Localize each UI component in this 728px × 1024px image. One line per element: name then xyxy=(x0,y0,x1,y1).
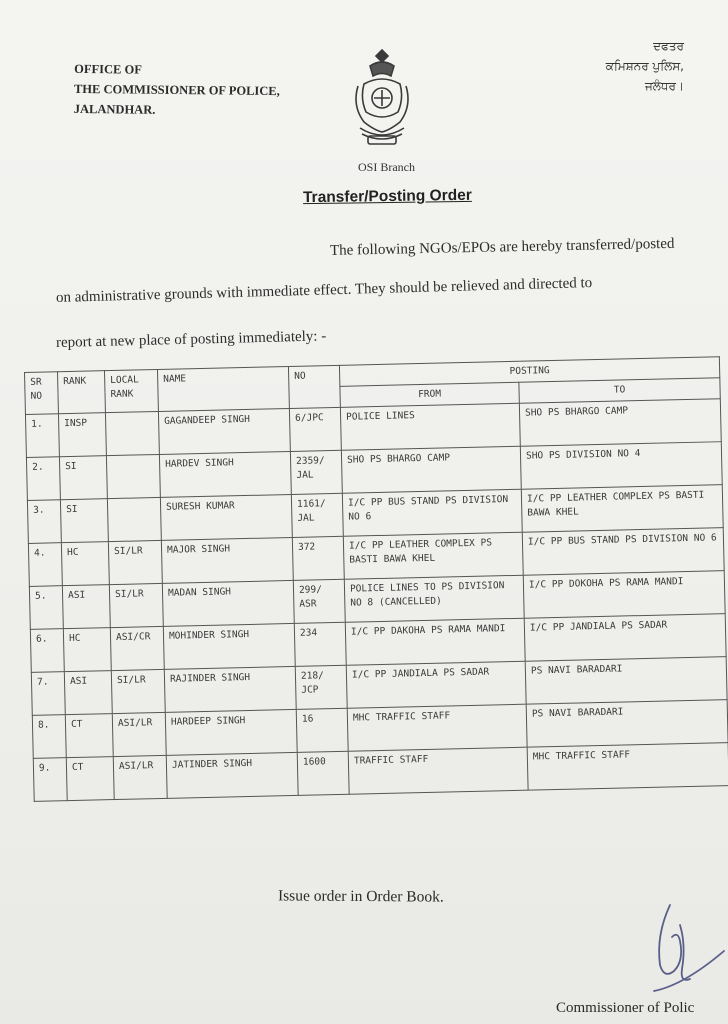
header-local-rank: LOCAL RANK xyxy=(104,369,158,412)
cell-sr: 5. xyxy=(29,586,63,630)
cell-from: POLICE LINES TO PS DIVISION NO 8 (CANCELLED) xyxy=(344,575,524,622)
header-from: FROM xyxy=(340,382,519,407)
cell-to: I/C PP BUS STAND PS DIVISION NO 6 xyxy=(522,528,724,576)
punjabi-line-2: ਕਮਿਸ਼ਨਰ ਪੁਲਿਸ, xyxy=(605,59,684,73)
cell-local-rank xyxy=(107,497,161,541)
cell-rank: SI xyxy=(60,499,108,543)
cell-local-rank: ASI/CR xyxy=(110,626,164,670)
body-line-1: The following NGOs/EPOs are hereby transferred/posted xyxy=(329,235,675,259)
cell-rank: ASI xyxy=(62,585,110,629)
cell-rank: HC xyxy=(63,628,111,672)
header-no: NO xyxy=(288,365,340,408)
cell-sr: 1. xyxy=(25,414,59,458)
cell-no: 1600 xyxy=(297,751,349,795)
cell-no: 299/ ASR xyxy=(293,579,345,623)
office-line-2: THE COMMISSIONER OF POLICE, xyxy=(73,81,280,99)
cell-from: POLICE LINES xyxy=(340,403,520,450)
cell-rank: CT xyxy=(65,714,113,758)
cell-rank: CT xyxy=(66,757,114,801)
body-line-2: on administrative grounds with immediate effect. They should be relieved and directed to xyxy=(55,275,593,306)
cell-to: I/C PP LEATHER COMPLEX PS BASTI BAWA KHEL xyxy=(521,485,723,533)
cell-no: 234 xyxy=(294,622,346,666)
cell-to: PS NAVI BARADARI xyxy=(525,657,727,705)
header-to: TO xyxy=(519,378,720,404)
cell-from: MHC TRAFFIC STAFF xyxy=(347,704,527,751)
cell-sr: 7. xyxy=(31,672,65,716)
punjabi-line-3: ਜਲੰਧਰ। xyxy=(644,79,684,93)
cell-name: MAJOR SINGH xyxy=(161,537,293,583)
cell-from: TRAFFIC STAFF xyxy=(348,747,528,794)
cell-no: 16 xyxy=(296,708,348,752)
office-address xyxy=(74,59,280,121)
cell-to: I/C PP DOKOHA PS RAMA MANDI xyxy=(523,571,725,619)
cell-name: MOHINDER SINGH xyxy=(163,623,295,669)
cell-from: I/C PP DAKOHA PS RAMA MANDI xyxy=(345,618,525,665)
cell-sr: 2. xyxy=(26,457,60,501)
office-line-1: OFFICE OF xyxy=(74,61,143,77)
cell-from: I/C PP JANDIALA PS SADAR xyxy=(346,661,526,708)
header-sr-no: SR NO xyxy=(25,372,59,415)
cell-no: 372 xyxy=(292,536,344,580)
cell-name: RAJINDER SINGH xyxy=(164,666,296,712)
commissioner-signature-line: Commissioner of Polic xyxy=(556,1000,695,1016)
cell-no: 6/JPC xyxy=(289,407,341,451)
cell-no: 1161/ JAL xyxy=(291,493,343,537)
cell-rank: INSP xyxy=(58,413,106,457)
cell-local-rank xyxy=(105,411,159,455)
cell-sr: 4. xyxy=(28,543,62,587)
cell-local-rank: ASI/LR xyxy=(112,712,166,756)
cell-to: MHC TRAFFIC STAFF xyxy=(527,743,728,791)
police-emblem-icon xyxy=(344,44,420,150)
issue-instruction: Issue order in Order Book. xyxy=(277,887,444,906)
cell-local-rank: SI/LR xyxy=(108,540,162,584)
cell-name: JATINDER SINGH xyxy=(166,752,298,798)
cell-rank: SI xyxy=(59,456,107,500)
cell-to: SHO PS BHARGO CAMP xyxy=(519,399,721,447)
cell-name: HARDEEP SINGH xyxy=(165,709,297,755)
cell-from: SHO PS BHARGO CAMP xyxy=(341,446,521,493)
cell-from: I/C PP LEATHER COMPLEX PS BASTI BAWA KHEL xyxy=(343,532,523,579)
cell-name: HARDEV SINGH xyxy=(159,451,291,497)
cell-local-rank xyxy=(106,454,160,498)
cell-name: SURESH KUMAR xyxy=(160,494,292,540)
cell-name: MADAN SINGH xyxy=(162,580,294,626)
header-rank: RANK xyxy=(58,371,106,414)
branch-label: OSI Branch xyxy=(358,160,415,174)
signature-icon xyxy=(640,895,728,1005)
cell-to: SHO PS DIVISION NO 4 xyxy=(520,442,722,490)
office-address-punjabi xyxy=(606,36,684,96)
cell-sr: 3. xyxy=(27,500,61,544)
punjabi-line-1: ਦਫਤਰ xyxy=(653,39,684,53)
cell-sr: 9. xyxy=(33,758,67,802)
office-line-3: JALANDHAR. xyxy=(73,101,156,117)
cell-local-rank: SI/LR xyxy=(109,583,163,627)
transfer-table xyxy=(24,356,728,802)
cell-to: I/C PP JANDIALA PS SADAR xyxy=(524,614,726,662)
page-title: Transfer/Posting Order xyxy=(302,186,472,207)
cell-name: GAGANDEEP SINGH xyxy=(158,408,290,454)
header-name: NAME xyxy=(157,366,289,411)
cell-from: I/C PP BUS STAND PS DIVISION NO 6 xyxy=(342,489,522,536)
cell-local-rank: ASI/LR xyxy=(113,755,167,799)
cell-no: 218/ JCP xyxy=(295,665,347,709)
header-posting: POSTING xyxy=(339,357,719,387)
cell-no: 2359/ JAL xyxy=(290,450,342,494)
cell-to: PS NAVI BARADARI xyxy=(526,700,728,748)
cell-sr: 6. xyxy=(30,629,64,673)
transfer-table-wrapper xyxy=(24,356,728,802)
cell-rank: HC xyxy=(61,542,109,586)
cell-local-rank: SI/LR xyxy=(111,669,165,713)
cell-sr: 8. xyxy=(32,715,66,759)
body-line-3: report at new place of posting immediately: - xyxy=(55,328,327,351)
cell-rank: ASI xyxy=(64,671,112,715)
